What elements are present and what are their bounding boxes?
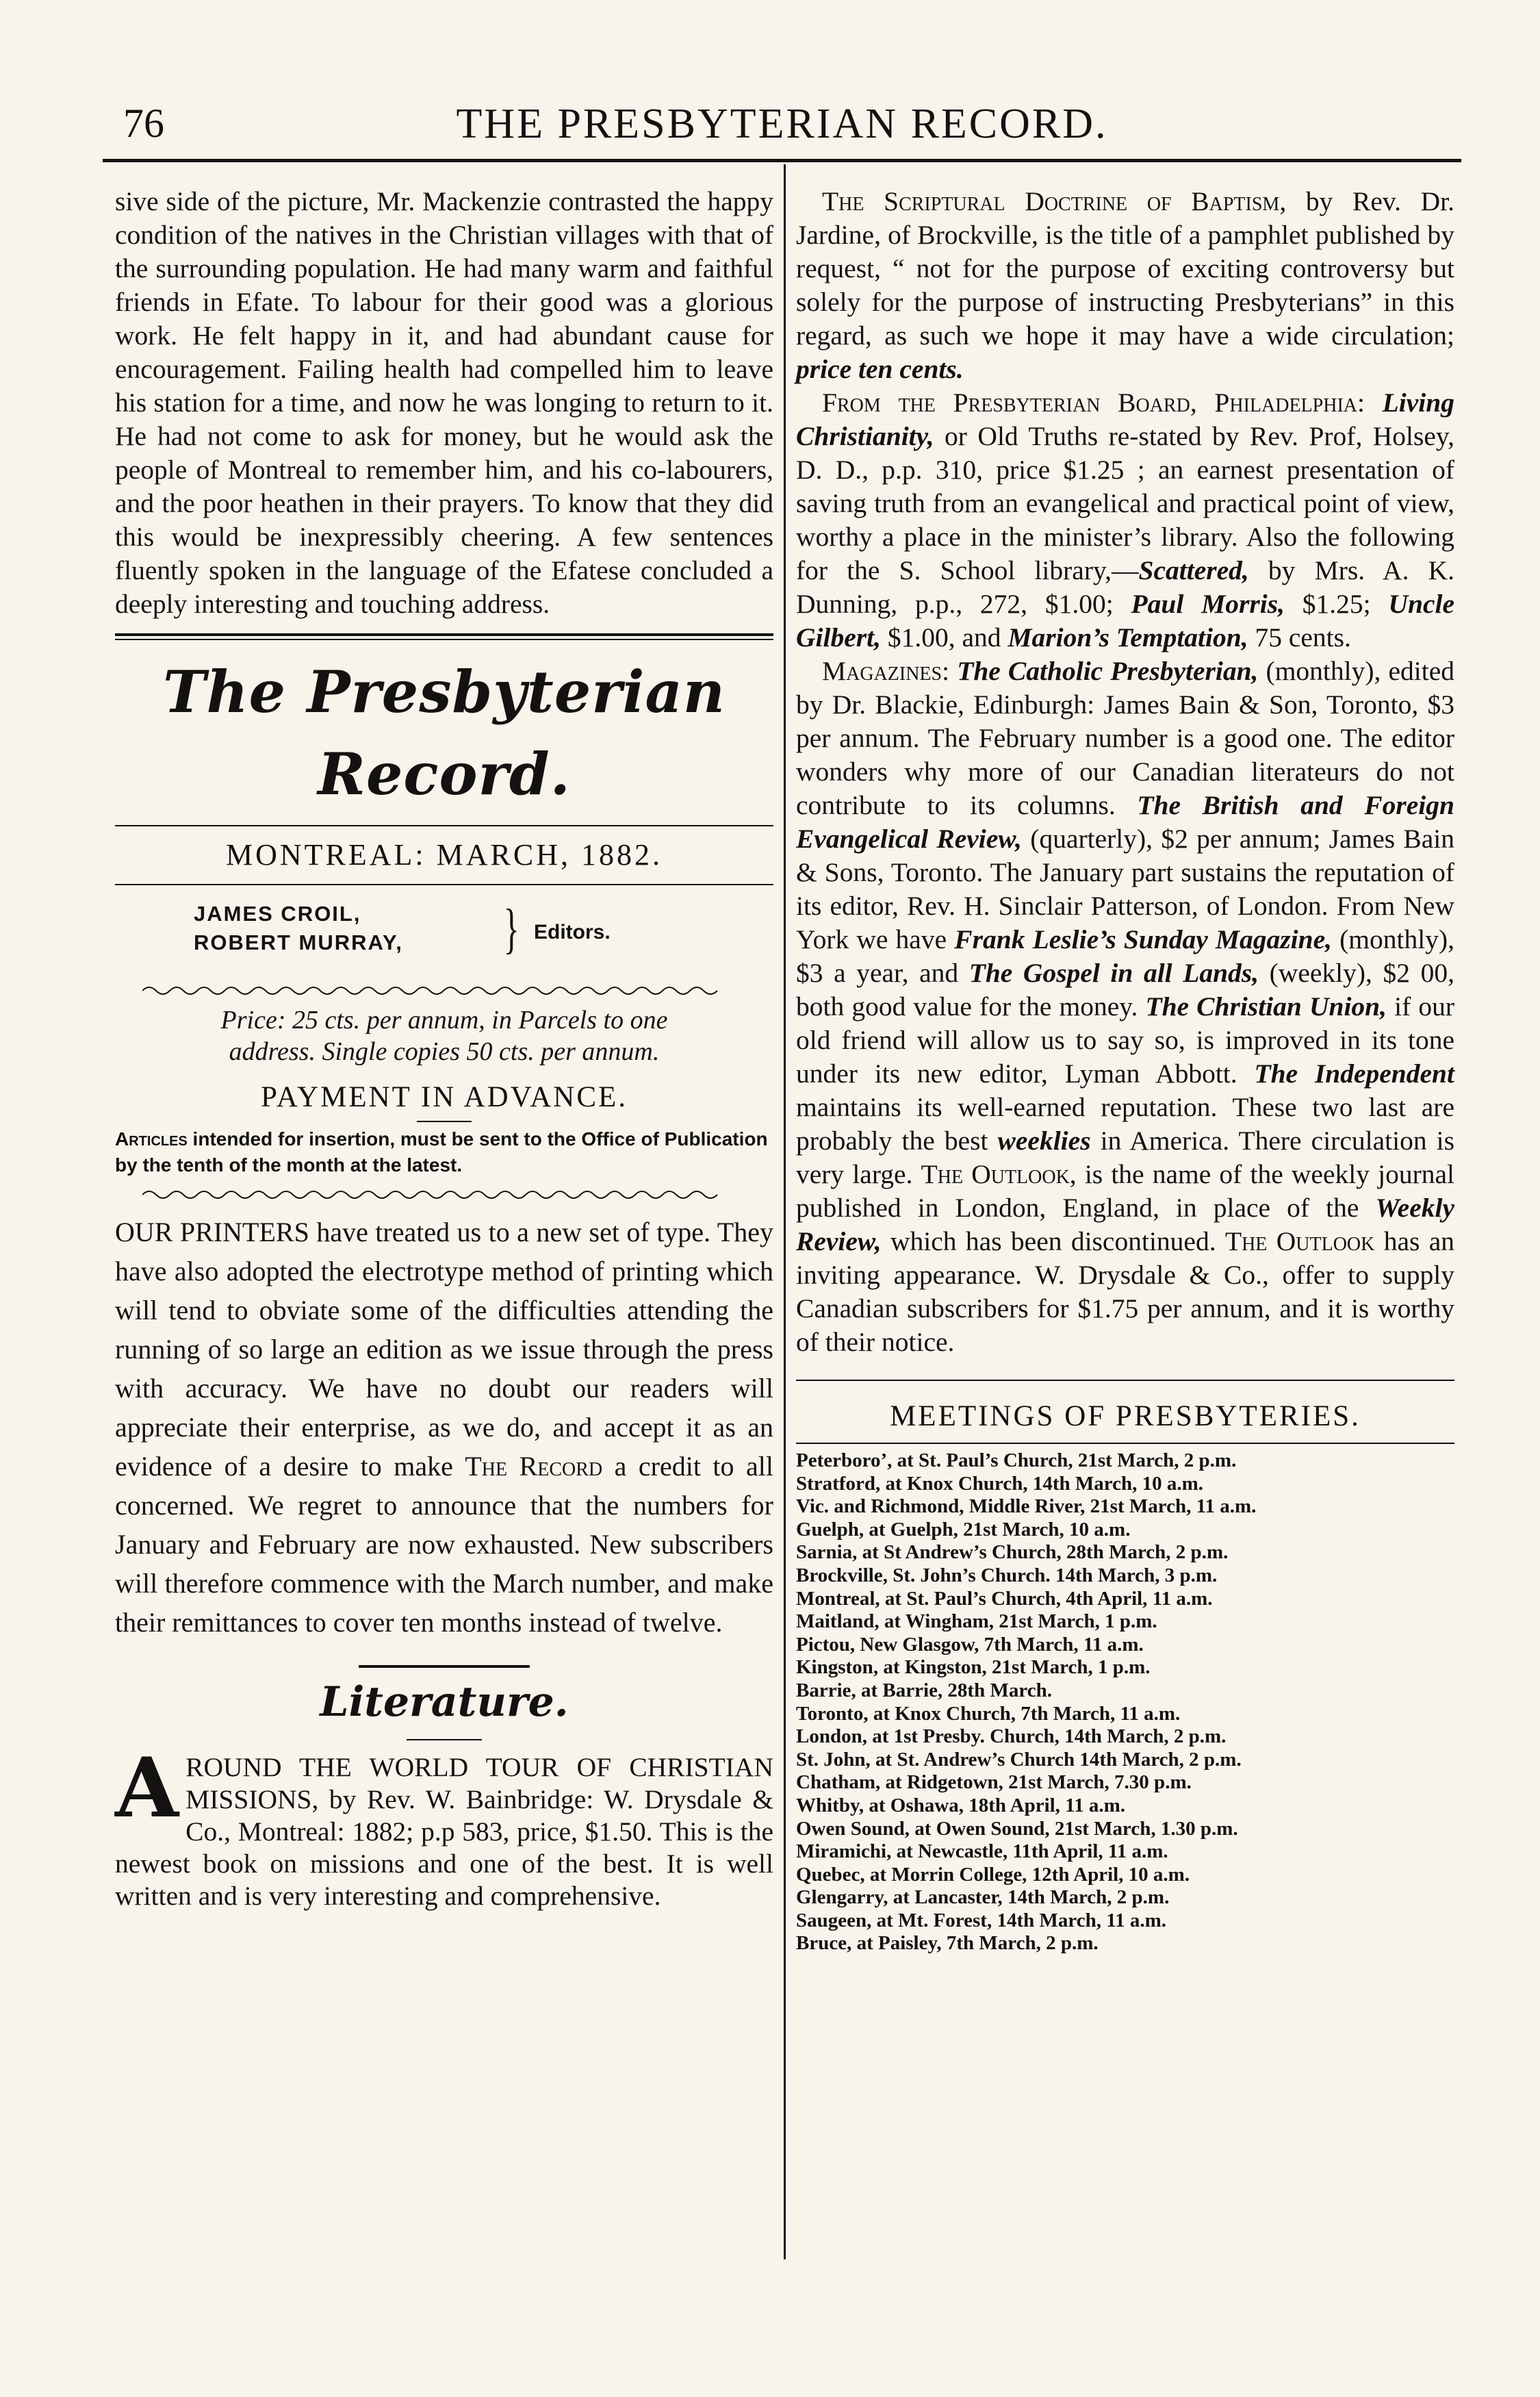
section-rule <box>796 1380 1454 1381</box>
magazines-lead: Magazines: <box>822 656 950 686</box>
meetings-list <box>796 1449 1454 1955</box>
articles-lead: Articles <box>115 1128 188 1150</box>
ornamental-rule <box>115 984 773 999</box>
book-title: The Scriptural Doctrine of Baptism, <box>822 186 1287 216</box>
meeting-entry: Barrie, at Barrie, 28th March. <box>796 1679 1052 1701</box>
page-number: 76 <box>123 101 164 146</box>
review-text: (weekly), $2 00, both good value for the money. <box>796 958 1454 1022</box>
magazine-title: The Independent <box>1254 1058 1454 1089</box>
header-rule <box>103 159 1461 162</box>
short-divider <box>417 1121 472 1122</box>
meetings-heading: MEETINGS OF PRESBYTERIES. <box>890 1400 1361 1432</box>
printers-lead: OUR PRINTERS <box>115 1217 309 1247</box>
meeting-entry: Guelph, at Guelph, 21st March, 10 a.m. <box>796 1518 1131 1540</box>
magazine-title: The Outlook <box>1224 1226 1375 1256</box>
literature-heading: Literature. <box>320 1678 569 1726</box>
meeting-entry: Owen Sound, at Owen Sound, 21st March, 1.30 p.m. <box>796 1817 1238 1840</box>
meeting-entry: Glengarry, at Lancaster, 14th March, 2 p.m. <box>796 1886 1170 1909</box>
presbyterian-board-review <box>796 386 1454 655</box>
editors-block <box>115 899 773 978</box>
meeting-entry: St. John, at St. Andrew’s Church 14th March, 2 p.m. <box>796 1748 1242 1771</box>
review-text: maintains its well-earned reputation. These two last are probably the best <box>796 1092 1454 1156</box>
printers-text: a credit to all concerned. We regret to announce that the numbers for January and February are now exhausted. New subscribers will therefore commence with the March number, and make their remittances to cover ten months instead of twelve. <box>115 1451 774 1638</box>
masthead-rule-top <box>115 633 773 640</box>
masthead-title: The Presbyterian Record. <box>163 658 726 808</box>
review-text: (monthly), edited by Dr. Blackie, Edinburgh: James Bain & Son, Toronto, $3 per annum. The February number is a good one. The editor wonders why more of our Canadian literateurs do not contribute to its columns. <box>796 656 1455 820</box>
price-line: address. Single copies 50 cts. per annum. <box>229 1037 660 1066</box>
magazines-review <box>796 655 1454 1359</box>
printers-notice <box>115 1213 773 1642</box>
section-rule <box>407 1739 482 1740</box>
meeting-entry: Sarnia, at St Andrew’s Church, 28th March, 2 p.m. <box>796 1541 1229 1564</box>
magazine-title: Weekly Review, <box>796 1193 1454 1256</box>
review-text: 75 cents. <box>1248 622 1351 652</box>
review-text: in America. There circulation is very large. <box>796 1126 1454 1189</box>
magazine-title: The British and Foreign Evangelical Review, <box>796 790 1454 854</box>
book-title: Paul Morris, <box>1131 589 1285 619</box>
dateline-rule <box>115 884 773 885</box>
magazine-title: The Outlook, <box>921 1159 1077 1189</box>
review-text: by Rev. W. Bainbridge: W. Drysdale & Co., Montreal: 1882; p.p 583, price, $1.50. This is the newest book on missions and one of the best. It is well written and is very interesting and comprehensive. <box>115 1784 773 1911</box>
running-head <box>103 96 1461 157</box>
meeting-entry: Vic. and Richmond, Middle River, 21st March, 11 a.m. <box>796 1495 1257 1518</box>
meeting-entry: Bruce, at Paisley, 7th March, 2 p.m. <box>796 1932 1099 1955</box>
running-title: THE PRESBYTERIAN RECORD. <box>456 101 1108 147</box>
meeting-entry: London, at 1st Presby. Church, 14th March, 2 p.m. <box>796 1725 1227 1748</box>
review-text: (monthly), $3 a year, and <box>796 924 1454 988</box>
publisher-lead: From the Presbyterian Board, Philadelphia: <box>822 388 1365 418</box>
articles-notice <box>115 1126 773 1178</box>
column-divider <box>784 164 786 2259</box>
editor-name: JAMES CROIL, <box>194 902 361 926</box>
review-text: or Old Truths re-stated by Rev. Prof, Holsey, D. D., p.p. 310, price $1.25 ; an earnest presentation of saving truth from an evangelical and practical point of view, worthy a place in the minister’s library. Also the following for the S. School library,— <box>796 421 1454 585</box>
drop-cap: A <box>115 1740 179 1836</box>
right-column <box>796 185 1454 1955</box>
book-title: Scattered, <box>1138 555 1249 585</box>
review-text: which has been discontinued. <box>881 1226 1225 1256</box>
record-title: The Record <box>465 1451 603 1482</box>
book-title: ROUND THE WORLD TOUR OF CHRISTIAN MISSIONS, <box>185 1752 773 1814</box>
articles-text: intended for insertion, must be sent to the Office of Publication by the tenth of the month at the latest. <box>115 1128 768 1176</box>
magazine-title: The Christian Union, <box>1145 991 1387 1022</box>
section-rule <box>796 1443 1454 1444</box>
magazine-title: Frank Leslie’s Sunday Magazine, <box>954 924 1332 954</box>
editors-label: Editors. <box>534 921 611 943</box>
book-title: Uncle Gilbert, <box>796 589 1454 652</box>
around-the-world-review <box>115 1740 773 1912</box>
review-text: $1.25; <box>1284 589 1389 619</box>
magazine-title: The Gospel in all Lands, <box>968 958 1259 988</box>
review-text: (quarterly), $2 per annum; James Bain & Sons, Toronto. The January part sustains the reputation of its editor, Rev. H. Sinclair Patterson, of London. From New York we have <box>796 824 1454 954</box>
review-text: if our old friend will allow us to say so, is improved in its tone under its new editor, Lyman Abbott. <box>796 991 1454 1089</box>
price-line: Price: 25 cts. per annum, in Parcels to one <box>220 1006 668 1035</box>
meeting-entry: Miramichi, at Newcastle, 11th April, 11 a.m. <box>796 1840 1168 1863</box>
price-note: price ten cents. <box>796 354 964 384</box>
payment-notice: PAYMENT IN ADVANCE. <box>260 1081 628 1113</box>
book-title: Marion’s Temptation, <box>1008 622 1248 652</box>
meeting-entry: Stratford, at Knox Church, 14th March, 10 a.m. <box>796 1472 1204 1495</box>
meeting-entry: Maitland, at Wingham, 21st March, 1 p.m. <box>796 1610 1157 1633</box>
emphasis: weeklies <box>997 1126 1091 1156</box>
meeting-entry: Saugeen, at Mt. Forest, 14th March, 11 a.m. <box>796 1909 1167 1931</box>
printers-text: have treated us to a new set of type. They have also adopted the electrotype method of printing which will tend to obviate some of the difficulties attending the running of so large an edition as we issue through the press with accuracy. We have no doubt our readers will appreciate their enterprise, as we do, and accept it as an evidence of a desire to make <box>115 1217 773 1482</box>
review-text: has an inviting appearance. W. Drysdale & Co., offer to supply Canadian subscribers for $1.75 per annum, and it is worthy of their notice. <box>796 1226 1455 1357</box>
left-column <box>115 185 773 1912</box>
meeting-entry: Montreal, at St. Paul’s Church, 4th April, 11 a.m. <box>796 1587 1213 1610</box>
magazine-title: The Catholic Presbyterian, <box>957 656 1259 686</box>
meeting-entry: Chatham, at Ridgetown, 21st March, 7.30 p.m. <box>796 1771 1192 1794</box>
review-text: $1.00, and <box>880 622 1008 652</box>
book-title: Living Christianity, <box>796 388 1454 451</box>
editor-name: ROBERT MURRAY, <box>194 930 403 954</box>
meeting-entry: Peterboro’, at St. Paul’s Church, 21st March, 2 p.m. <box>796 1449 1237 1471</box>
review-text: by Rev. Dr. Jardine, of Brockville, is the title of a pamphlet published by request, “ not for the purpose of exciting controversy but solely for the purpose of instructing Presbyterians” in this regard, as such we hope it may have a wide circulation; <box>796 186 1454 351</box>
review-text: by Mrs. A. K. Dunning, p.p., 272, $1.00; <box>796 555 1454 619</box>
ornamental-rule <box>115 1188 773 1203</box>
meeting-entry: Toronto, at Knox Church, 7th March, 11 a.m. <box>796 1702 1181 1725</box>
baptism-review <box>796 185 1454 386</box>
meeting-entry: Kingston, at Kingston, 21st March, 1 p.m. <box>796 1656 1151 1679</box>
meeting-entry: Pictou, New Glasgow, 7th March, 11 a.m. <box>796 1633 1144 1656</box>
review-text: is the name of the weekly journal published in London, England, in place of the <box>796 1159 1454 1223</box>
meeting-entry: Brockville, St. John’s Church. 14th March, 3 p.m. <box>796 1564 1218 1586</box>
mackenzie-article-continuation: sive side of the picture, Mr. Mackenzie contrasted the happy condition of the natives in the Christian villages with that of the surrounding population. He had many warm and faithful friends in Efate. To labour for their good was a glorious work. He felt happy in it, and had abundant cause for encouragement. Failing health had compelled him to leave his station for a time, and now he was longing to return to it. He had not come to ask for money, but he would ask the people of Montreal to remember him, and his co-labourers, and the poor heathen in their prayers. To know that they did this would be inexpressibly cheering. A few sentences fluently spoken in the language of the Efatese concluded a deeply interesting and touching address. <box>115 186 773 619</box>
meeting-entry: Quebec, at Morrin College, 12th April, 10 a.m. <box>796 1863 1190 1886</box>
meeting-entry: Whitby, at Oshawa, 18th April, 11 a.m. <box>796 1794 1125 1816</box>
brace-glyph: } <box>503 899 519 959</box>
dateline: MONTREAL: MARCH, 1882. <box>225 838 663 872</box>
